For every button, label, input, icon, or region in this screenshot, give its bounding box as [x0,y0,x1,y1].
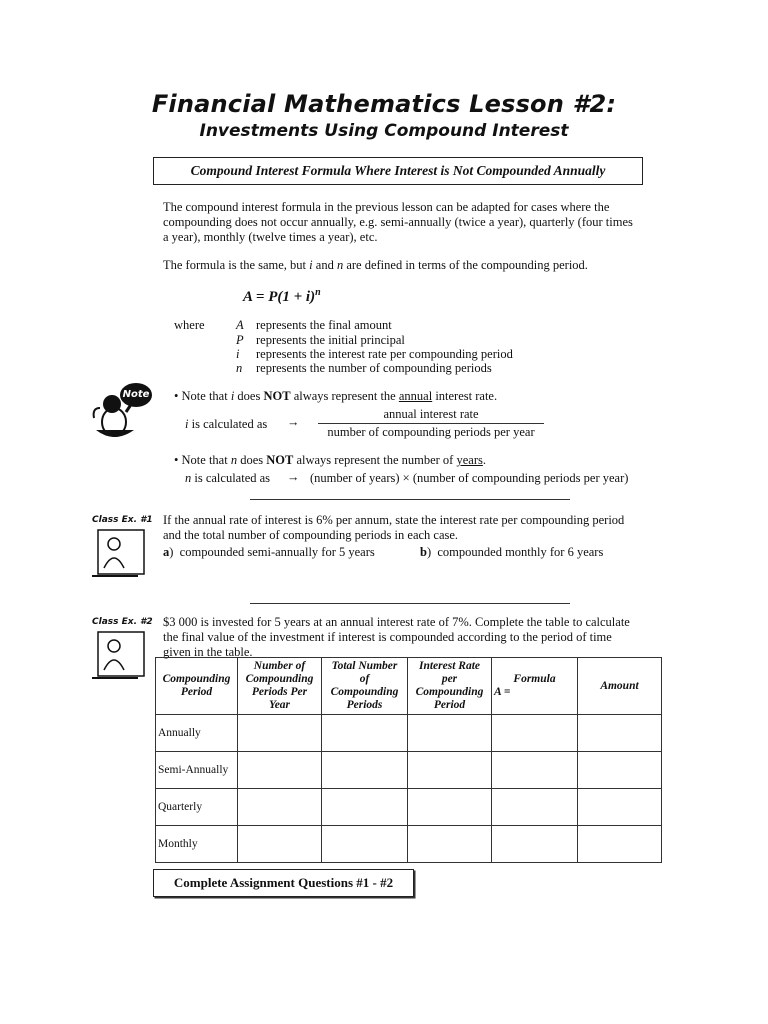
answer-cell[interactable] [238,752,322,789]
header-total-periods: Total Number of Compounding Periods [322,658,408,715]
divider [250,499,570,500]
answer-cell[interactable] [322,752,408,789]
header-periods-per-year: Number of Compounding Periods Per Year [238,658,322,715]
note-n-bullet: • Note that n does NOT always represent the number of years. [174,453,486,467]
teacher-at-board-icon [88,528,146,580]
variable-symbol: P [236,333,244,347]
row-label: Annually [156,715,238,752]
note-badge: Note [120,383,152,407]
row-label: Quarterly [156,789,238,826]
answer-cell[interactable] [578,752,662,789]
answer-cell[interactable] [492,826,578,863]
answer-cell[interactable] [492,715,578,752]
answer-cell[interactable] [578,715,662,752]
answer-cell[interactable] [408,789,492,826]
where-label: where [174,318,205,332]
variable-symbol: n [236,361,243,375]
row-label: Semi-Annually [156,752,238,789]
intro-line: a year), monthly (twelve times a year), etc. [163,230,378,244]
class-example-1-prompt: If the annual rate of interest is 6% per annum, state the interest rate per compounding period and the total number of compounding periods in each case. [163,513,625,542]
bullet-icon: • [174,453,182,467]
calc-i-label: i is calculated as [185,417,268,431]
table-row [156,715,662,752]
answer-cell[interactable] [322,715,408,752]
arrow-right-icon: → [287,470,300,484]
variable-description: represents the final amount [256,318,392,332]
row-label: Monthly [156,826,238,863]
answer-cell[interactable] [322,789,408,826]
table-header-row [156,658,662,715]
answer-cell[interactable] [408,715,492,752]
answer-cell[interactable] [578,789,662,826]
header-compounding-period: Compounding Period [156,658,238,715]
class-example-tag: Class Ex. #1 [92,515,153,525]
fraction-bar [318,423,544,424]
answer-cell[interactable] [238,826,322,863]
answer-cell[interactable] [238,789,322,826]
answer-cell[interactable] [408,752,492,789]
header-formula: Formula A = [492,658,578,715]
variable-symbol: A [236,318,244,332]
table-row [156,826,662,863]
arrow-right-icon: → [287,415,300,429]
class-example-tag: Class Ex. #2 [92,617,153,627]
variable-description: represents the initial principal [256,333,405,347]
note-i-bullet: • Note that i does NOT always represent the annual interest rate. [174,389,498,403]
intro-line: compounding does not occur annually, e.g. semi-annually (twice a year), quarterly (four times [163,215,633,229]
variable-symbol: i [236,347,240,361]
class-example-2-prompt: $3 000 is invested for 5 years at an annual interest rate of 7%. Complete the table to calculate the final value of the investment if interest is compounded according to the period of time given in the table. [163,615,630,659]
fraction-denominator: number of compounding periods per year [327,425,535,439]
intro-line: The compound interest formula in the previous lesson can be adapted for cases where the [163,200,610,214]
teacher-at-board-icon [88,630,146,682]
bullet-icon: • [174,389,182,403]
divider [250,603,570,604]
answer-cell[interactable] [492,752,578,789]
variable-description: represents the number of compounding periods [256,361,492,375]
table-row [156,752,662,789]
calc-n-expression: (number of years) × (number of compounding periods per year) [310,471,629,485]
header-amount: Amount [578,658,662,715]
fraction-numerator: annual interest rate [383,407,479,421]
answer-cell[interactable] [238,715,322,752]
answer-cell[interactable] [578,826,662,863]
answer-cell[interactable] [492,789,578,826]
formula-sentence: The formula is the same, but i and n are defined in terms of the compounding period. [163,258,588,272]
answer-cell[interactable] [322,826,408,863]
class-example-1-part-a: a) compounded semi-annually for 5 years [163,545,375,559]
header-interest-rate-per-period: Interest Rate per Compounding Period [408,658,492,715]
class-example-1-part-b: b) compounded monthly for 6 years [420,545,604,559]
section-heading: Compound Interest Formula Where Interest is Not Compounded Annually [153,157,643,185]
page-subtitle: Investments Using Compound Interest [199,121,569,141]
compound-interest-formula: $A = P(1 + i)^n$ [243,287,321,305]
compounding-table [155,657,662,863]
calc-n-label: n is calculated as [185,471,271,485]
intro-paragraph [163,200,673,245]
variable-description: represents the interest rate per compounding period [256,347,513,361]
answer-cell[interactable] [408,826,492,863]
table-row [156,789,662,826]
page-title: Financial Mathematics Lesson #2: [151,90,617,118]
assignment-box: Complete Assignment Questions #1 - #2 [153,869,414,897]
